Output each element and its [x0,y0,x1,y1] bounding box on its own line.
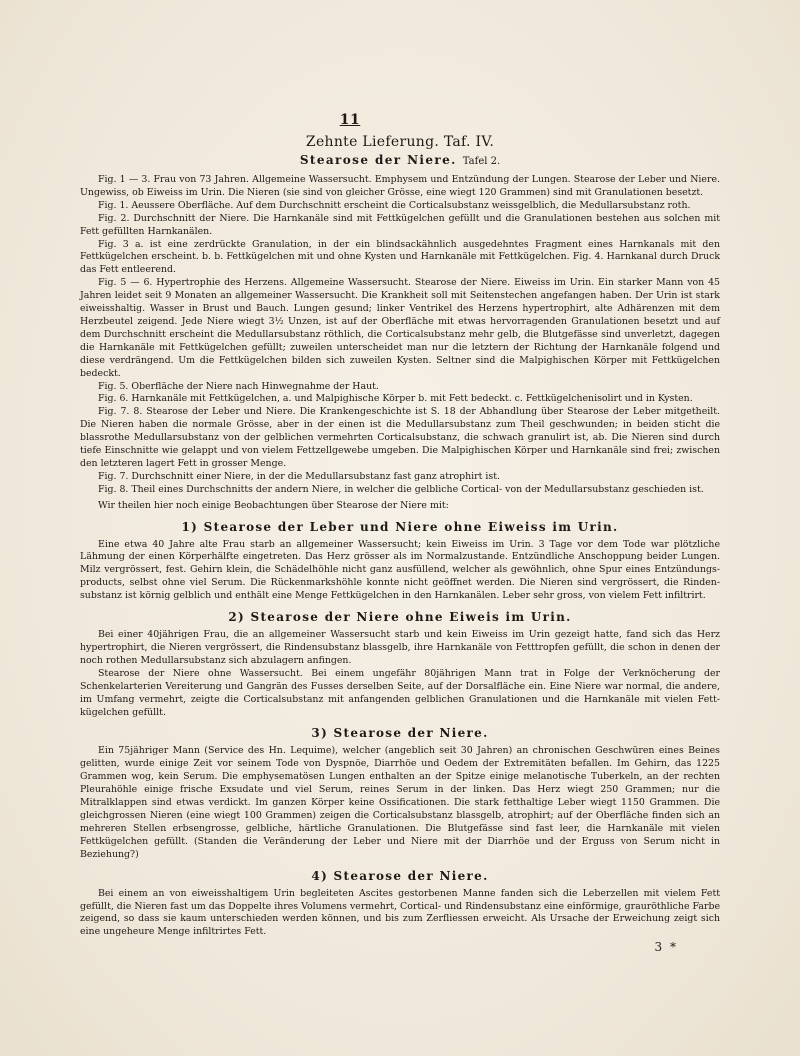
plate-subheading: Tafel 2. [462,156,501,167]
body-text [80,128,720,954]
plate-heading-text: Stearose der Niere. [299,153,457,167]
section-paragraph: Eine etwa 40 Jahre alte Frau starb an allgemeiner Wassersucht; kein Eiweiss im Urin. 3 Tage vor dem Tode war plötzliche Lähmung der einen Körperhälfte eingetreten. Das Herz grösser als im Normalzustande. Entzündliche Anschoppung beider Lungen. Milz vergrössert, fest. Gehirn klein, die Schädelhöhle nicht ganz ausfüllend, welcher als gewöhnlich, ohne Spur eines Entzündungs-products, selbst ohne viel Serum. Die Rückenmarkshöhle konnte nicht geöffnet werden. Die Nieren sind vergrössert, die Rinden-substanz ist körnig gelblich und enthält eine Menge Fettkügelchen in den Harnkanälen. Leber sehr gross, von vielem Fett infiltrirt. [80,538,720,602]
figure-paragraph: Fig. 8. Theil eines Durchschnitts der andern Niere, in welcher die gelbliche Cortical- von der Medullarsubstanz geschieden ist. [98,483,704,495]
figure-paragraph: Fig. 7. 8. Stearose der Leber und Niere. Die Krankengeschichte ist S. 18 der Abhandlung über Stearose der Leber mitgetheilt. Die Nieren haben die normale Grösse, aber in der einen ist die Medullarsubstanz zum Theil geschwunden; in beiden sticht die blassrothe Medullarsubstanz von der gelblichen vermehrten Corticalsubstanz, die schwach granulirt ist, ab. Die Nieren sind durch tiefe Einschnitte wie gelappt und von vielem Fettzellgewebe umgeben. Die Malpighischen Körper und Harnkanäle sind frei; zwischen den letzteren lagert Fett in grosser Menge. [80,406,720,469]
figure-paragraph: Fig. 7. Durchschnitt einer Niere, in der die Medullarsubstanz fast ganz atrophirt ist. [98,470,500,482]
signature-mark: 3 * [654,940,678,955]
section-paragraph: Ein 75jähriger Mann (Service des Hn. Lequime), welcher (angeblich seit 30 Jahren) an chronischen Geschwüren eines Beines gelitten, wurde einige Zeit vor seinem Tode von Dyspnöe, Diarrhöe und Oedem der Extremitäten befallen. Im Gehirn, das 1225 Grammen wog, kein Serum. Die emphysematösen Lungen enthalten an der Spitze einige melanotische Tuberkeln, an der rechten Pleurahöhle einige frische Exsudate und viel Serum, reines Serum in der linken. Das Herz wiegt 250 Grammen; nur die Mitralklappen sind etwas verdickt. Im ganzen Körper keine Ossificationen. Die stark fetthaltige Leber wiegt 1150 Grammen. Die gleichgrossen Nieren (eine wiegt 100 Grammen) zeigen die Corticalsubstanz blassgelb, atrophirt; auf der Oberfläche finden sich an mehreren Stellen erbsengrosse, gelbliche, härtliche Granulationen. Die Blutgefässe sind fast leer, die Harnkanäle mit vielen Fettkügelchen gefüllt. (Standen die Veränderung der Leber und Niere mit der Diarrhöe und der Erguss von Serum nicht in Beziehung?) [80,745,720,860]
figure-paragraph: Fig. 3 a. ist eine zerdrückte Granulation, in der ein blindsackähnlich ausgedehntes Fragment eines Harnkanals mit den Fettkügelchen erscheint. b. b. Fettkügelchen mit und ohne Kysten und Harnkanäle mit Fettkügelchen. Fig. 4. Harnkanal durch Druck das Fett entleerend. [80,238,720,276]
plate-heading [80,153,720,169]
section-paragraph: Stearose der Niere ohne Wassersucht. Bei einem ungefähr 80jährigen Mann trat in Folge der Verknöcherung der Schenkelarterien Vereiterung und Gangrän des Fusses derselben Seite, auf der Dorsalfläche ein. Eine Niere war normal, die andere, im Umfang vermehrt, zeigte die Corticalsubstanz mit anfangenden gelblichen Granulationen und die Harnkanäle mit vielen Fett-kügelchen gefüllt. [80,667,720,718]
section-paragraph: Bei einem an von eiweisshaltigem Urin begleiteten Ascites gestorbenen Manne fanden sich die Leberzellen mit vielem Fett gefüllt, die Nieren fast um das Doppelte ihres Volumens vermehrt, Cortical- und Rindensubstanz eine einförmige, grauröthliche Farbe zeigend, so dass sie kaum unterschieden werden können, und bis zum Zerfliessen erweicht. Als Ursache der Erweichung zeigt sich eine ungeheure Menge infiltrirtes Fett. [80,887,720,938]
figure-paragraph: Fig. 2. Durchschnitt der Niere. Die Harnkanäle sind mit Fettkügelchen gefüllt und die Granulationen bestehen aus solchen mit Fett gefüllten Harnkanälen. [80,212,720,237]
figure-paragraph: Fig. 5. Oberfläche der Niere nach Hinwegnahme der Haut. [98,380,379,392]
intro-paragraph: Wir theilen hier noch einige Beobachtungen über Stearose der Niere mit: [98,499,449,511]
section-heading: 2) Stearose der Niere ohne Eiweis im Urin. [228,610,572,625]
page-title: Zehnte Lieferung. Taf. IV. [305,134,495,150]
figure-paragraph: Fig. 6. Harnkanäle mit Fettkügelchen, a. und Malpighische Körper b. mit Fett bedeckt. c. Fettkügelchenisolirt und in Kysten. [98,393,693,405]
section-heading: 3) Stearose der Niere. [311,726,489,741]
section-heading: 4) Stearose der Niere. [311,868,489,883]
figure-paragraph: Fig. 1. Aeussere Oberfläche. Auf dem Durchschnitt erscheint die Corticalsubstanz weissgelblich, die Medullarsubstanz roth. [98,199,691,211]
section-paragraph: Bei einer 40jährigen Frau, die an allgemeiner Wassersucht starb und kein Eiweiss im Urin gezeigt hatte, fand sich das Herz hypertrophirt, die Nieren vergrössert, die Rindensubstanz blassgelb, ihre Harnkanäle von Fetttropfen gefüllt, die schon in denen der noch rothen Medullarsubstanz sich abzulagern anfingen. [80,629,720,666]
figure-paragraph: Fig. 1 — 3. Frau von 73 Jahren. Allgemeine Wassersucht. Emphysem und Entzündung der Lungen. Stearose der Leber und Niere. Ungewiss, ob Eiweiss im Urin. Die Nieren (sie sind von gleicher Grösse, eine wiegt 120 Grammen) sind mit Granulationen besetzt. [80,174,720,198]
section-heading: 1) Stearose der Leber und Niere ohne Eiweiss im Urin. [181,519,619,534]
page-number: 11 [339,112,361,128]
figure-paragraph: Fig. 5 — 6. Hypertrophie des Herzens. Allgemeine Wassersucht. Stearose der Niere. Eiweiss im Urin. Ein starker Mann von 45 Jahren leidet seit 9 Monaten an allgemeiner Wassersucht. Die Krankheit soll mit Seitenstechen angefangen haben. Der Urin ist stark eiweisshaltig. Wasser in Brust und Bauch. Lungen gesund; linker Ventrikel des Herzens hypertrophirt, alte Adhärenzen mit dem Herzbeutel zeigend. Jede Niere wiegt 3½ Unzen, ist auf der Oberfläche mit etwas hervorragenden Granulationen besetzt und auf dem Durchschnitt erscheint die Medullarsubstanz röthlich, die Corticalsubstanz mehr gelb, die Blutgefässe sind unverletzt, dagegen die Harnkanäle mit Fettkügelchen gefüllt; zuweilen unterscheidet man nur die letztern der Richtung der Harnkanäle folgend und diese verdrängend. Um die Fettkügelchen bilden sich zuweilen Kysten. Seltner sind die Malpighischen Körper mit Fettkügelchen bedeckt. [80,277,720,379]
